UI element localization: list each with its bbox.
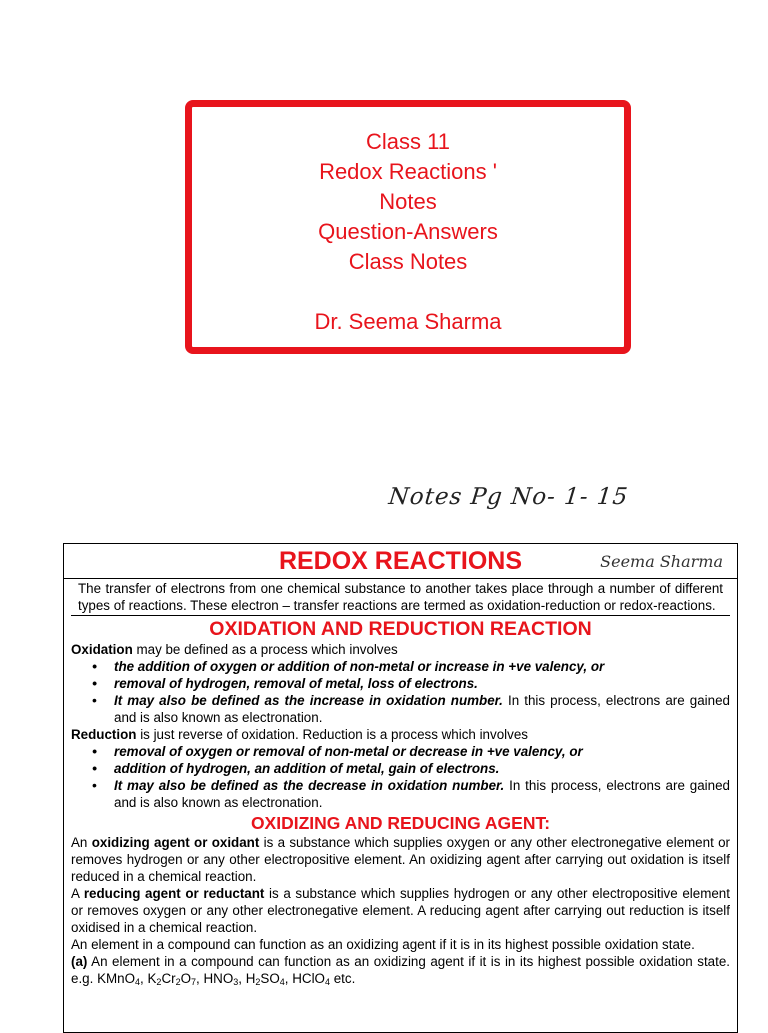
cover-lines: [192, 127, 624, 337]
document-body: [64, 579, 737, 987]
body-text: A: [71, 886, 84, 901]
document-header: [64, 544, 737, 579]
cover-line: Class Notes: [348, 249, 468, 274]
chemical-formula: $K_2Cr_2O_7$: [147, 971, 197, 987]
chemical-formula: $H_2SO_4$: [245, 971, 285, 987]
intro-paragraph: The transfer of electrons from one chemical substance to another takes place through a number of different types of reactions. These electron – transfer reactions are termed as oxidation-reduction or redox-reactions.: [71, 579, 730, 616]
body-text: In this process, electrons are gained and is also known as electronation.: [114, 778, 730, 810]
element-note: An element in a compound can function as an oxidizing agent if it is in its highest possible oxidation state.: [71, 937, 695, 952]
section-heading: OXIDIZING AND REDUCING AGENT:: [250, 813, 551, 833]
oxidation-definition: [71, 641, 730, 658]
body-text: An: [71, 835, 92, 850]
cover-line: Notes: [379, 189, 437, 214]
chemical-formula: HClO$_4$: [292, 971, 330, 987]
emphasis-term: oxidizing agent or oxidant: [91, 835, 260, 850]
section-heading: OXIDATION AND REDUCTION REACTION: [209, 618, 592, 640]
list-item: • removal of hydrogen, removal of metal, loss of electrons.: [114, 675, 730, 692]
document-title: REDOX REACTIONS: [278, 547, 523, 575]
list-item: [114, 692, 730, 726]
oxidation-lead: may be defined as a process which involves: [132, 642, 398, 657]
body-text: is a substance which supplies oxygen or any other electronegative element or removes hydrogen or any other electropositive element. An oxidizing agent after carrying out oxidation is itself reduced in a chemical reaction.: [71, 835, 730, 884]
oxidation-list: [71, 658, 730, 726]
reduction-lead: is just reverse of oxidation. Reduction is a process which involves: [136, 727, 528, 742]
chemical-formula: KMnO$_4$: [97, 971, 141, 987]
reduction-list: [71, 743, 730, 811]
document-page: [63, 543, 738, 1033]
reductant-paragraph: [71, 885, 730, 936]
reduction-term: Reduction: [71, 727, 137, 742]
cover-line: Class 11: [366, 129, 450, 154]
cover-line: Question-Answers: [318, 219, 498, 244]
list-item: • addition of hydrogen, an addition of metal, gain of electrons.: [114, 760, 730, 777]
emphasis-text: It may also be defined as the increase in oxidation number.: [114, 693, 503, 708]
cover-title-box: [185, 100, 631, 354]
author-signature: Seema Sharma: [600, 552, 723, 571]
formula-list: KMnO$_4$, $K_2Cr_2O_7$, $HNO_3$, $H_2SO_4$, HClO$_4$: [97, 971, 330, 987]
point-a-paragraph: [71, 953, 730, 987]
body-text: etc.: [329, 971, 356, 986]
body-text: An element in a compound can function as an oxidizing agent if it is in its highest possible oxidation state. e.g.: [71, 954, 730, 986]
handwritten-page-note: Notes Pg No- 1- 15: [387, 484, 630, 510]
oxidation-term: Oxidation: [71, 642, 133, 657]
reduction-definition: [71, 726, 730, 743]
emphasis-text: It may also be defined as the decrease in oxidation number.: [114, 778, 505, 793]
list-item: [114, 777, 730, 811]
body-text: is a substance which supplies hydrogen or any other electropositive element or removes oxygen or any other electronegative element. A reducing agent after carrying out reduction is itself oxidised in a chemical reaction.: [71, 886, 730, 935]
chemical-formula: $HNO_3$: [203, 971, 239, 987]
cover-author: Dr. Seema Sharma: [314, 309, 502, 334]
point-label: (a): [71, 954, 88, 969]
body-text: In this process, electrons are gained and is also known as electronation.: [114, 693, 730, 725]
cover-line: Redox Reactions ': [319, 159, 497, 184]
oxidant-paragraph: [71, 834, 730, 885]
list-item: • the addition of oxygen or addition of non-metal or increase in +ve valency, or: [114, 658, 730, 675]
emphasis-term: reducing agent or reductant: [83, 886, 265, 901]
list-item: • removal of oxygen or removal of non-metal or decrease in +ve valency, or: [114, 743, 730, 760]
